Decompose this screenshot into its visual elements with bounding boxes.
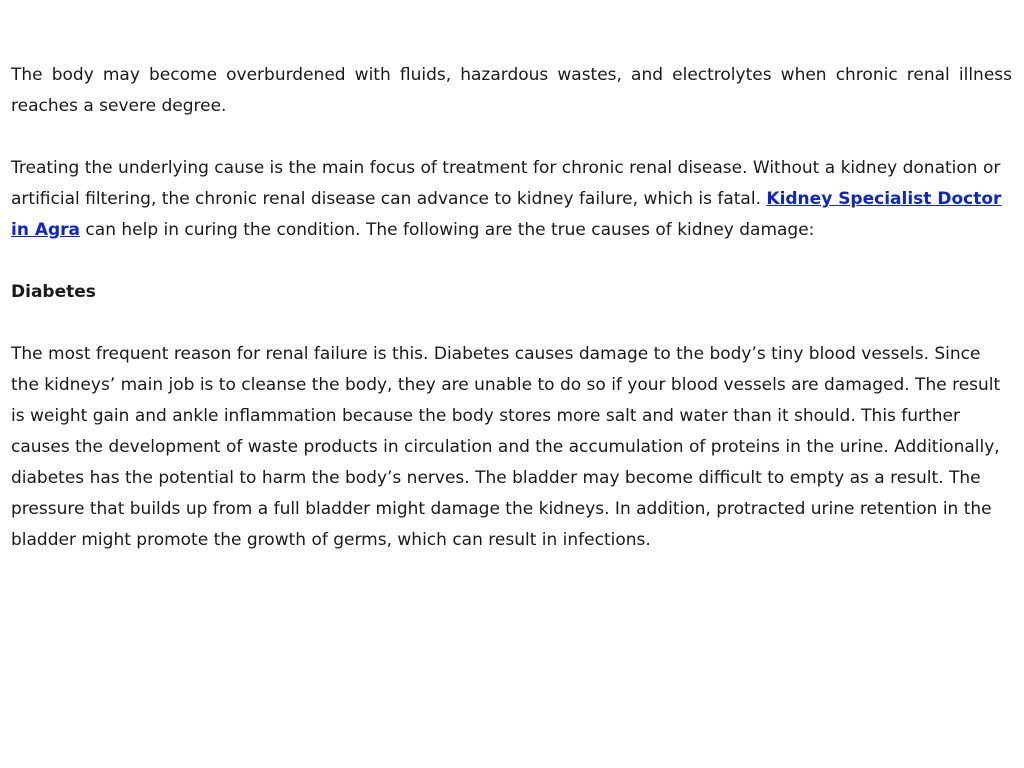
intro-paragraph: The body may become overburdened with fluids, hazardous wastes, and electrolytes when chronic renal illness reaches a severe degree. — [11, 65, 1012, 116]
paragraph-spacer — [11, 122, 1012, 153]
paragraph-spacer — [11, 308, 1012, 339]
treatment-text-after-link: can help in curing the condition. The following are the true causes of kidney damage: — [80, 220, 815, 240]
kidney-specialist-link[interactable]: Kidney Specialist Doctor in Agra — [11, 189, 1002, 240]
treatment-text-before-link: Treating the underlying cause is the main focus of treatment for chronic renal disease. Without a kidney donation or artificial filtering, the chronic renal disease can advance to kidney failure, which is fatal. — [11, 158, 1001, 209]
paragraph-spacer — [11, 246, 1012, 277]
document-body — [11, 60, 1012, 556]
treatment-paragraph — [11, 153, 1012, 246]
diabetes-paragraph: The most frequent reason for renal failure is this. Diabetes causes damage to the body’s tiny blood vessels. Since the kidneys’ main job is to cleanse the body, they are unable to do so if your blood vessels are damaged. The result is weight gain and ankle inflammation because the body stores more salt and water than it should. This further causes the development of waste products in circulation and the accumulation of proteins in the urine. Additionally, diabetes has the potential to harm the body’s nerves. The bladder may become difficult to empty as a result. The pressure that builds up from a full bladder might damage the kidneys. In addition, protracted urine retention in the bladder might promote the growth of germs, which can result in infections. — [11, 344, 1001, 550]
section-heading-diabetes: Diabetes — [11, 282, 96, 302]
